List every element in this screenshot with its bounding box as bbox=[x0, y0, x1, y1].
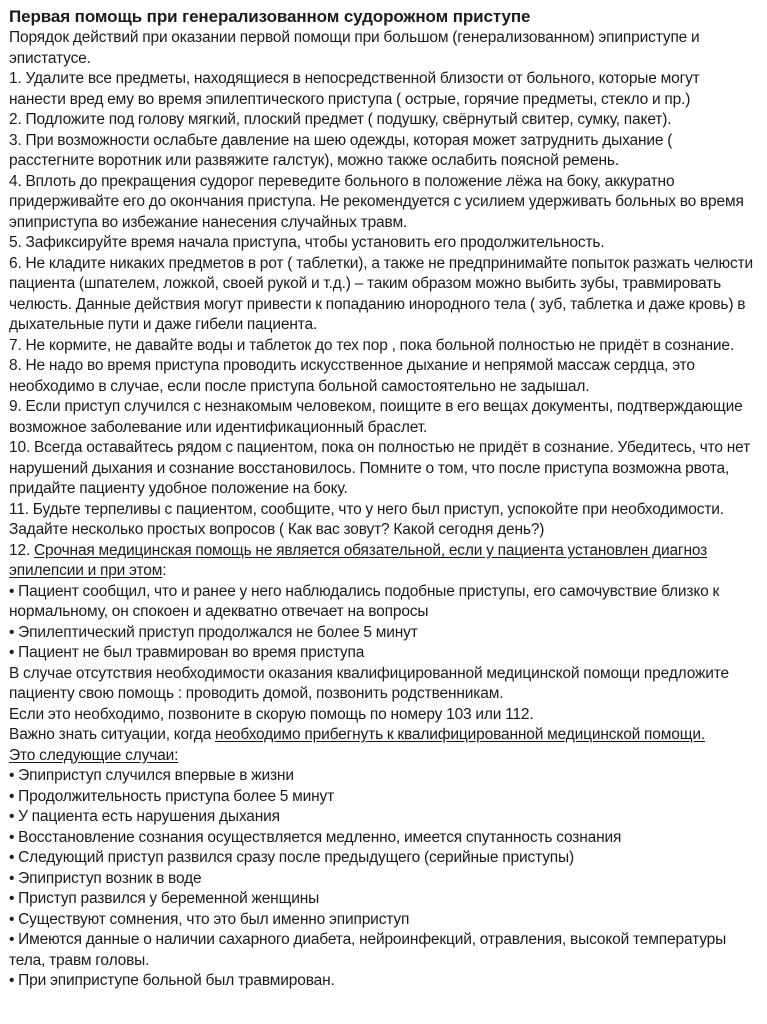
text-run: • Пациент не был травмирован во время приступа bbox=[9, 644, 365, 661]
paragraph bbox=[9, 356, 758, 397]
text-run: 3. При возможности ослабьте давление на шею одежды, которая может затруднить дыхание ( расстегните воротник или развяжите галстук), можно также ослабить поясной ремень. bbox=[9, 131, 673, 169]
text-run: • Пациент сообщил, что и ранее у него наблюдались подобные приступы, его самочувствие близко к нормальному, он спокоен и адекватно отвечает на вопросы bbox=[9, 582, 720, 620]
document-title: Первая помощь при генерализованном судорожном приступе bbox=[9, 7, 531, 26]
text-run: : bbox=[162, 562, 167, 579]
text-run: Важно знать ситуации, когда bbox=[9, 726, 216, 743]
paragraph bbox=[9, 336, 758, 357]
text-run: 12. bbox=[9, 541, 34, 559]
text-run: • Эпиприступ случился впервые в жизни bbox=[9, 767, 294, 784]
text-run: 6. Не кладите никаких предметов в рот ( таблетки), а также не предпринимайте попыток разжать челюсти пациента (шпателем, ложкой, своей рукой и т.д.) – таким образом можно выбить зубы, травмировать челюсть. Данные действия могут привести к попаданию инородного тела ( зуб, таблетка и даже кровь) в дыхательные пути и даже гибели пациента. bbox=[9, 254, 754, 333]
paragraph bbox=[9, 131, 758, 172]
text-run: • Существуют сомнения, что это был именно эпиприступ bbox=[9, 910, 410, 928]
text-run: • Эпилептический приступ продолжался не более 5 минут bbox=[9, 623, 418, 641]
text-run: 7. Не кормите, не давайте воды и таблеток до тех пор , пока больной полностью не придёт в сознание. bbox=[9, 336, 735, 354]
paragraph bbox=[9, 869, 758, 890]
paragraph bbox=[9, 828, 758, 849]
paragraph bbox=[9, 69, 758, 110]
text-run: • Продолжительность приступа более 5 минут bbox=[9, 787, 335, 805]
text-run: • Имеются данные о наличии сахарного диабета, нейроинфекций, отравления, высокой температуры тела, травм головы. bbox=[9, 931, 727, 969]
text-run: • Приступ развился у беременной женщины bbox=[9, 890, 320, 907]
paragraph bbox=[9, 664, 758, 705]
text-run: 1. Удалите все предметы, находящиеся в непосредственной близости от больного, которые могут нанести вред ему во время эпилептического приступа ( острые, горячие предметы, стекло и пр.) bbox=[9, 70, 700, 108]
paragraph bbox=[9, 766, 758, 787]
underlined-text-run: Срочная медицинская помощь не является обязательной, если у пациента установлен диагноз эпилепсии и при этом bbox=[9, 541, 708, 579]
underlined-text-run: необходимо прибегнуть к квалифицированной медицинской помощи. bbox=[215, 726, 705, 743]
paragraph bbox=[9, 500, 758, 541]
paragraph bbox=[9, 705, 758, 726]
text-run: 5. Зафиксируйте время начала приступа, чтобы установить его продолжительность. bbox=[9, 234, 605, 251]
text-run: В случае отсутствия необходимости оказания квалифицированной медицинской помощи предложите пациенту свою помощь : проводить домой, позвонить родственникам. bbox=[9, 664, 729, 702]
paragraph bbox=[9, 910, 758, 931]
text-run: 4. Вплоть до прекращения судорог переведите больного в положение лёжа на боку, аккуратно придерживайте его до окончания приступа. Не рекомендуется с усилием удерживать больных во время эпиприступа во избежание нанесения случайных травм. bbox=[9, 172, 744, 231]
paragraph bbox=[9, 397, 758, 438]
document-body bbox=[9, 28, 758, 992]
text-run: 11. Будьте терпеливы с пациентом, сообщите, что у него был приступ, успокойте при необходимости. Задайте несколько простых вопросов ( Как вас зовут? Какой сегодня день?) bbox=[9, 500, 724, 538]
paragraph bbox=[9, 623, 758, 644]
paragraph bbox=[9, 889, 758, 910]
paragraph bbox=[9, 746, 758, 767]
paragraph bbox=[9, 643, 758, 664]
text-run: 9. Если приступ случился с незнакомым человеком, поищите в его вещах документы, подтверждающие возможное заболевание или идентификационный браслет. bbox=[9, 398, 743, 436]
paragraph bbox=[9, 930, 758, 971]
paragraph bbox=[9, 787, 758, 808]
paragraph bbox=[9, 725, 758, 746]
paragraph bbox=[9, 971, 758, 992]
text-run: • Эпиприступ возник в воде bbox=[9, 869, 202, 887]
text-run: • Следующий приступ развился сразу после предыдущего (серийные приступы) bbox=[9, 849, 575, 866]
text-run: Если это необходимо, позвоните в скорую помощь по номеру 103 или 112. bbox=[9, 705, 534, 723]
paragraph bbox=[9, 807, 758, 828]
paragraph bbox=[9, 254, 758, 336]
text-run: • У пациента есть нарушения дыхания bbox=[9, 808, 280, 825]
paragraph bbox=[9, 582, 758, 623]
text-run: • При эпиприступе больной был травмирован. bbox=[9, 972, 335, 989]
text-run: 8. Не надо во время приступа проводить искусственное дыхание и непрямой массаж сердца, это необходимо в случае, если после приступа больной самостоятельно не задышал. bbox=[9, 357, 695, 395]
paragraph bbox=[9, 233, 758, 254]
text-run: 2. Подложите под голову мягкий, плоский предмет ( подушку, свёрнутый свитер, сумку, пакет). bbox=[9, 111, 672, 128]
paragraph bbox=[9, 438, 758, 500]
paragraph bbox=[9, 172, 758, 234]
paragraph bbox=[9, 110, 758, 131]
paragraph bbox=[9, 28, 758, 69]
text-run: Порядок действий при оказании первой помощи при большом (генерализованном) эпиприступе и эпистатусе. bbox=[9, 29, 700, 67]
paragraph bbox=[9, 541, 758, 582]
underlined-text-run: Это следующие случаи: bbox=[9, 746, 179, 764]
paragraph bbox=[9, 848, 758, 869]
text-run: • Восстановление сознания осуществляется медленно, имеется спутанность сознания bbox=[9, 828, 622, 846]
text-run: 10. Всегда оставайтесь рядом с пациентом, пока он полностью не придёт в сознание. Убедитесь, что нет нарушений дыхания и сознание восстановилось. Помните о том, что после приступа возможна рвота, придайте пациенту удобное положение на боку. bbox=[9, 439, 751, 497]
